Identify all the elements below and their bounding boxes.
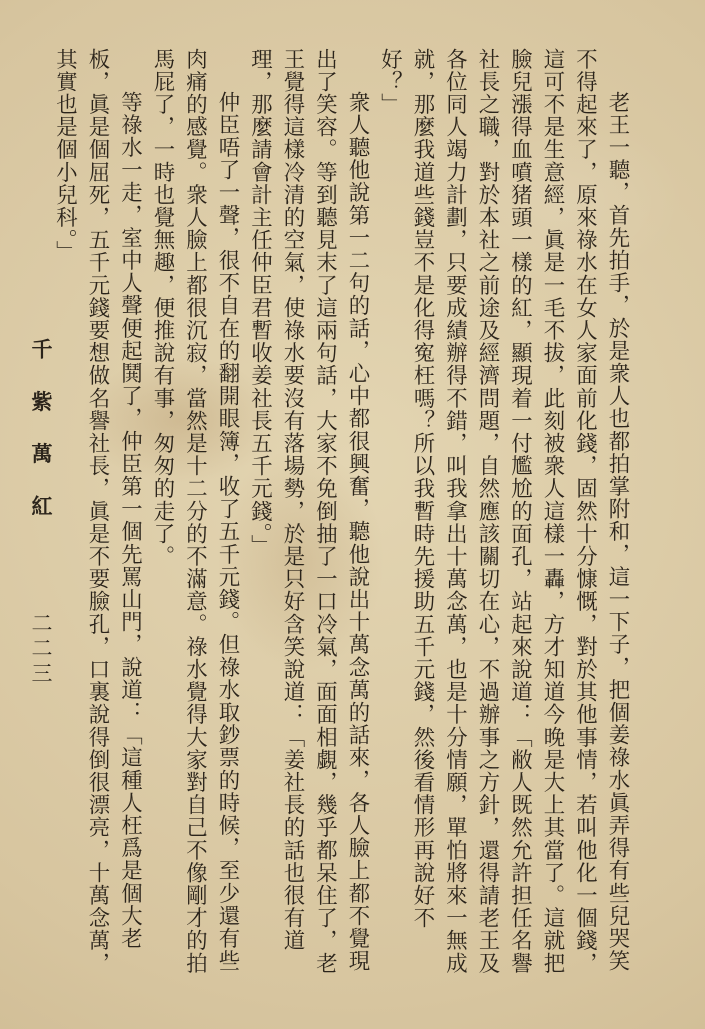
paragraph-2: 衆人聽他說第一二句的話，心中都很興奮，聽他說出十萬念萬的話來，各人臉上都不覺現出了笑容。等到聽見末了這兩句話，大家不免倒抽了一口冷氣，面面相覷，幾乎都呆住了，老王覺得這樣冷清的空氣，使祿水要沒有落場勢，於是只好含笑說道：「姜社長的話也很有道理，那麼請會計主任仲臣君暫收姜社長五千元錢。」 xyxy=(247,48,370,975)
body-text xyxy=(48,48,633,980)
paragraph-1: 老王一聽，首先拍手，於是衆人也都拍掌附和，這一下子，把個姜祿水眞弄得有些兒哭笑不得起來了，原來祿水在女人家面前化錢，固然十分慷慨，對於其他事情，若叫他化一個錢，這可不是生意經，眞是一毛不拔，此刻被衆人這樣一轟，方才知道今晚是大上其當了。這就把臉兒漲得血噴猪頭一樣的紅，顯現着一付尷尬的面孔，站起來說道：「敝人既然允許担任名譽社長之職，對於本社之前途及經濟問題，自然應該關切在心，不過辦事之方針，還得請老王及各位同人竭力計劃，只要成績辦得不錯，叫我拿出十萬念萬，也是十分情願，單怕將來一無成就，那麼我道些錢豈不是化得寃枉嗎？所以我暫時先援助五千元錢，然後看情形再說好不好？」 xyxy=(377,48,630,975)
paragraph-3: 仲臣唔了一聲，很不自在的翻開眼簿，收了五千元錢。但祿水取鈔票的時候，至少還有些肉痛的感覺。衆人臉上都很沉寂，當然是十二分的不滿意。祿水覺得大家對自己不像剛才的拍馬屁了，一時也覺無趣，便推說有事，匆匆的走了。 xyxy=(150,48,240,975)
page-number: 二二三 xyxy=(29,612,53,687)
paragraph-4: 等祿水一走，室中人聲便起鬨了，仲臣第一個先罵山門，說道：「這種人枉爲是個大老板，眞是個屈死，五千元錢要想做名譽社長，眞是不要臉孔，口裏說得倒很漂亮，十萬念萬，其實也是個小兒科。」 xyxy=(52,48,143,975)
running-title: 千 紫 萬 紅 xyxy=(29,338,54,528)
